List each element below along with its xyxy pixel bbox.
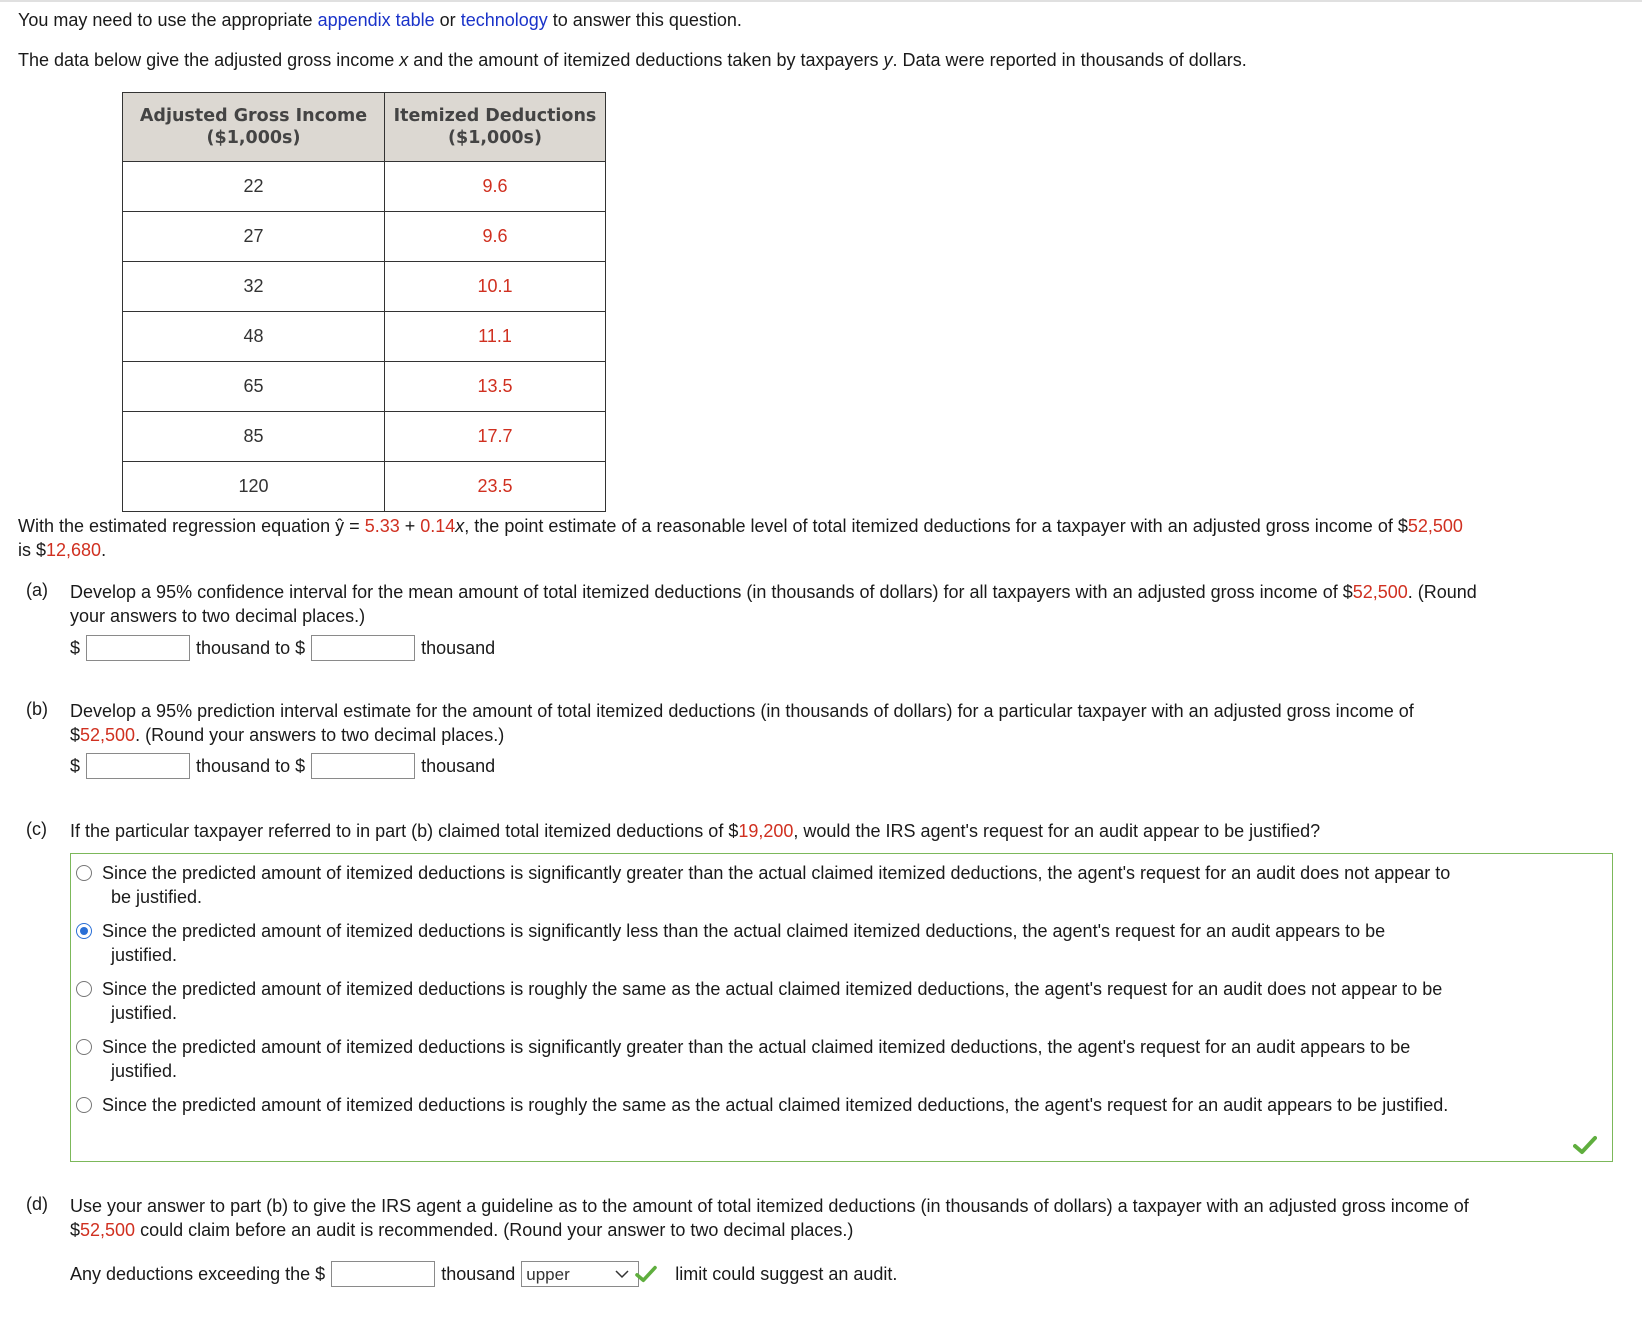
income-value: 52,500 [1407, 516, 1463, 536]
unit-label: thousand [421, 755, 496, 776]
option-text: Since the predicted amount of itemized deductions is significantly less than the actual claimed itemized deductions, the agent's request for an audit appears to be [102, 921, 1386, 941]
var-x: x [399, 50, 409, 70]
part-c-label: (c) [26, 819, 47, 839]
description-text: The data below give the adjusted gross income [18, 50, 400, 70]
option-text-cont: justified. [111, 945, 178, 965]
cell-deduction: 10.1 [385, 262, 606, 312]
intercept-value: 5.33 [364, 516, 400, 536]
regression-line-2: is $12,680. [18, 540, 107, 560]
option-text: Since the predicted amount of itemized deductions is significantly greater than the actual claimed itemized deductions, the agent's request for an audit appears to be [102, 1037, 1411, 1057]
cell-income: 27 [123, 212, 385, 262]
table-row [123, 262, 606, 312]
radio-button[interactable] [76, 1039, 92, 1055]
point-estimate-value: 12,680 [46, 540, 102, 560]
option-4[interactable] [76, 1035, 1606, 1083]
intro-text-end: to answer this question. [547, 10, 742, 30]
part-d-label: (d) [26, 1194, 48, 1214]
part-b-answer-row [70, 752, 495, 780]
cell-deduction: 17.7 [385, 412, 606, 462]
cell-income: 85 [123, 412, 385, 462]
table-row [123, 162, 606, 212]
table-row [123, 362, 606, 412]
cell-deduction: 23.5 [385, 462, 606, 512]
cell-income: 48 [123, 312, 385, 362]
part-a-answer-row [70, 634, 495, 662]
part-a-lower-input[interactable] [86, 635, 190, 661]
part-d-question: Use your answer to part (b) to give the IRS agent a guideline as to the amount of total itemized deductions (in thousands of dollars) a taxpayer with an adjusted gross income of $52,500 could claim before an audit is recommended. (Round your answer to two decimal places.) [70, 1196, 1469, 1240]
radio-button-selected[interactable] [76, 923, 92, 939]
appendix-table-link[interactable]: appendix table [317, 10, 435, 30]
cell-income: 32 [123, 262, 385, 312]
dollar-sign: $ [70, 755, 81, 776]
cell-deduction: 9.6 [385, 212, 606, 262]
intro-text-or: or [434, 10, 461, 30]
radio-button[interactable] [76, 1097, 92, 1113]
cell-deduction: 11.1 [385, 312, 606, 362]
radio-button[interactable] [76, 865, 92, 881]
part-c-question: If the particular taxpayer referred to in part (b) claimed total itemized deductions of $19,200, would the IRS agent's request for an audit appear to be justified? [70, 821, 1321, 841]
radio-button[interactable] [76, 981, 92, 997]
table-row [123, 412, 606, 462]
chevron-down-icon [615, 1269, 629, 1279]
part-a-upper-input[interactable] [311, 635, 415, 661]
check-icon [1573, 1135, 1597, 1155]
dollar-sign: $ [70, 637, 81, 658]
technology-link[interactable]: technology [460, 10, 548, 30]
option-text: Since the predicted amount of itemized deductions is roughly the same as the actual claimed itemized deductions, the agent's request for an audit does not appear to be [102, 979, 1443, 999]
cell-income: 120 [123, 462, 385, 512]
option-1[interactable] [76, 861, 1606, 909]
part-b-upper-input[interactable] [311, 753, 415, 779]
part-c-options [70, 853, 1613, 1162]
check-icon [635, 1265, 657, 1283]
option-text-cont: justified. [111, 1061, 178, 1081]
option-text-cont: be justified. [111, 887, 203, 907]
part-b-lower-input[interactable] [86, 753, 190, 779]
cell-income: 22 [123, 162, 385, 212]
option-3[interactable] [76, 977, 1606, 1025]
option-text: Since the predicted amount of itemized deductions is roughly the same as the actual claimed itemized deductions, the agent's request for an audit appears to be justified. [102, 1095, 1449, 1115]
slope-value: 0.14 [420, 516, 456, 536]
option-5[interactable] [76, 1093, 1606, 1117]
part-d-answer-input[interactable] [331, 1261, 435, 1287]
option-text-cont: justified. [111, 1003, 178, 1023]
option-text: Since the predicted amount of itemized deductions is significantly greater than the actual claimed itemized deductions, the agent's request for an audit does not appear to [102, 863, 1451, 883]
description-line [18, 50, 1247, 71]
table-row [123, 462, 606, 512]
cell-income: 65 [123, 362, 385, 412]
table-header-deductions: Itemized Deductions ($1,000s) [385, 93, 606, 162]
part-d-prefix: Any deductions exceeding the $ [70, 1263, 326, 1284]
unit-label: thousand [441, 1263, 516, 1284]
var-y: y [883, 50, 893, 70]
option-2[interactable] [76, 919, 1606, 967]
top-divider [0, 0, 1642, 2]
regression-line-1: With the estimated regression equation ŷ = 5.33 + 0.14x, the point estimate of a reasonable level of total itemized deductions for a taxpayer with an adjusted gross income of $52,500 [18, 516, 1463, 536]
cell-deduction: 13.5 [385, 362, 606, 412]
part-a-question: Develop a 95% confidence interval for the mean amount of total itemized deductions (in thousands of dollars) for all taxpayers with an adjusted gross income of $52,500. (Round your answers to two decimal places.) [70, 582, 1477, 626]
cell-deduction: 9.6 [385, 162, 606, 212]
part-a-label: (a) [26, 580, 48, 600]
part-b-question: Develop a 95% prediction interval estimate for the amount of total itemized deductions (in thousands of dollars) for a particular taxpayer with an adjusted gross income of $52,500. (Round your answers to two decimal places.) [70, 701, 1414, 745]
description-text: and the amount of itemized deductions taken by taxpayers [408, 50, 884, 70]
intro-line [18, 10, 742, 31]
table-row [123, 312, 606, 362]
table-header-income: Adjusted Gross Income ($1,000s) [123, 93, 385, 162]
interval-connector: thousand to $ [196, 637, 306, 658]
interval-connector: thousand to $ [196, 755, 306, 776]
data-table [122, 92, 606, 512]
y-hat-symbol: ŷ [335, 516, 345, 536]
intro-text: You may need to use the appropriate [18, 10, 318, 30]
table-row [123, 212, 606, 262]
part-d-suffix: limit could suggest an audit. [675, 1263, 898, 1284]
part-d-answer-row [70, 1260, 897, 1288]
description-text: . Data were reported in thousands of dollars. [892, 50, 1247, 70]
unit-label: thousand [421, 637, 496, 658]
part-b-label: (b) [26, 699, 48, 719]
